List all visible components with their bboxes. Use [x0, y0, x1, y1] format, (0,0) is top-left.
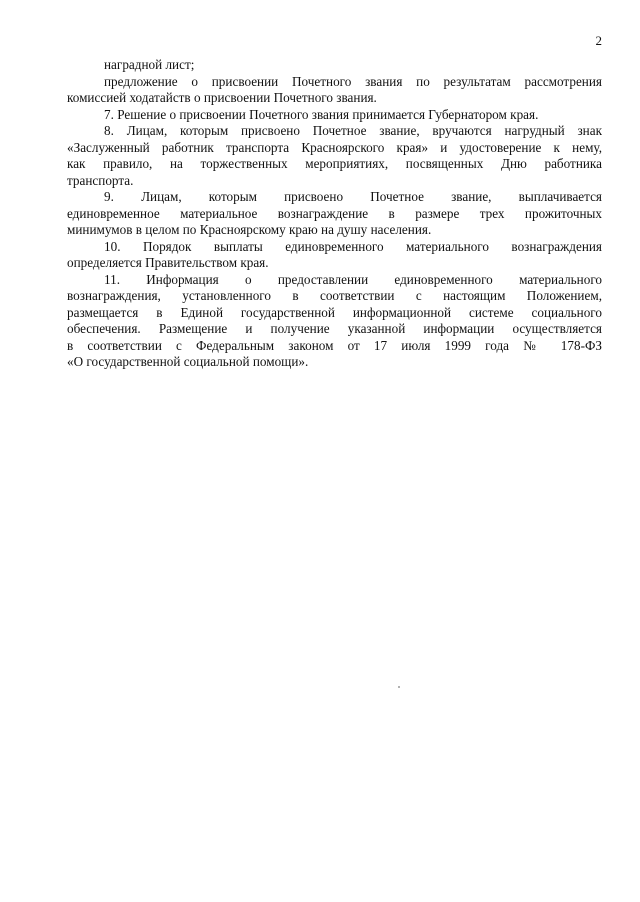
document-body	[67, 57, 602, 371]
paragraph	[67, 57, 602, 74]
text-line: 10. Порядок выплаты единовременного материального вознаграждения	[104, 238, 602, 254]
text-line: 7. Решение о присвоении Почетного звания принимается Губернатором края.	[104, 106, 539, 122]
scan-speck	[398, 686, 400, 688]
text-line: наградной лист;	[104, 57, 195, 72]
text-line: вознаграждения, установленного в соответствии с настоящим Положением,	[67, 288, 602, 303]
paragraph	[67, 123, 602, 189]
paragraph	[67, 107, 602, 124]
text-line: 9. Лицам, которым присвоено Почетное звание, выплачивается	[104, 189, 602, 204]
text-line: определяется Правительством края.	[67, 255, 269, 270]
text-line: 11. Информация о предоставлении единовременного материального	[104, 271, 602, 287]
text-line: минимумов в целом по Красноярскому краю на душу населения.	[67, 222, 432, 237]
paragraph	[67, 74, 602, 107]
text-line: в соответствии с Федеральным законом от 17 июля 1999 года № 178-ФЗ	[67, 337, 602, 353]
text-line: транспорта.	[67, 172, 134, 188]
text-line: обеспечения. Размещение и получение указанной информации осуществляется	[67, 321, 602, 336]
text-line: единовременное материальное вознаграждение в размере трех прожиточных	[67, 205, 602, 221]
text-line: 8. Лицам, которым присвоено Почетное звание, вручаются нагрудный знак	[104, 123, 602, 138]
page-number: 2	[595, 33, 602, 48]
text-line: предложение о присвоении Почетного звания по результатам рассмотрения	[104, 73, 602, 89]
paragraph	[67, 189, 602, 239]
text-line: размещается в Единой государственной информационной системе социального	[67, 304, 602, 320]
paragraph	[67, 239, 602, 272]
text-line: «О государственной социальной помощи».	[67, 354, 309, 369]
paragraph	[67, 272, 602, 371]
text-line: как правило, на торжественных мероприятиях, посвященных Дню работника	[67, 156, 602, 171]
text-line: «Заслуженный работник транспорта Красноярского края» и удостоверение к нему,	[67, 139, 602, 155]
text-line: комиссией ходатайств о присвоении Почетного звания.	[67, 90, 377, 105]
